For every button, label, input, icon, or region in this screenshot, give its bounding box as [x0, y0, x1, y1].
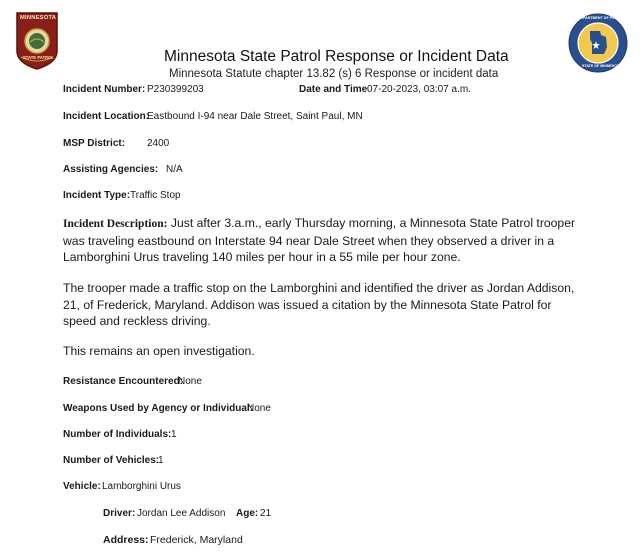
driver-label: Driver: [103, 508, 136, 519]
vehicle-label: Vehicle: [63, 481, 101, 492]
vehicles-label: Number of Vehicles: [63, 455, 160, 466]
assisting-agencies-label: Assisting Agencies: [63, 164, 159, 175]
description-line-2: was traveling eastbound on Interstate 94 near Dale Street when they observed a driver in a [63, 233, 555, 248]
description-line-3: Lamborghini Urus traveling 140 miles per hour in a 55 mile per hour zone. [63, 250, 461, 264]
individuals-value: 1 [171, 429, 177, 440]
state-patrol-shield-logo [15, 11, 59, 71]
incident-location-value: Eastbound I-94 near Dale Street, Saint Paul, MN [147, 111, 363, 122]
description-line-4: The trooper made a traffic stop on the Lamborghini and identified the driver as Jordan Addison, [63, 281, 575, 295]
msp-district-value: 2400 [147, 138, 170, 149]
incident-type-label: Incident Type: [63, 190, 131, 201]
seal-ring-text: DEPARTMENT OF PUBLIC SAFETY [578, 16, 639, 20]
seal-bottom-text: STATE OF MINNESOTA [582, 64, 622, 68]
open-investigation-text: This remains an open investigation. [63, 344, 255, 358]
logo-top-text: MINNESOTA [20, 15, 57, 21]
weapons-label: Weapons Used by Agency or Individual: [63, 403, 254, 414]
age-value: 21 [260, 508, 272, 519]
description-line-6: speed and reckless driving. [63, 314, 211, 328]
public-safety-seal-logo [568, 13, 639, 73]
vehicle-value: Lamborghini Urus [102, 481, 181, 492]
incident-description-label: Incident Description: [63, 218, 168, 230]
description-line-1: Just after 3.a.m., early Thursday morning, a Minnesota State Patrol trooper [170, 216, 576, 230]
weapons-value: None [247, 403, 271, 414]
date-time-label: Date and Time [299, 84, 368, 95]
incident-location-label: Incident Location: [63, 111, 150, 122]
driver-value: Jordan Lee Addison [137, 508, 226, 519]
individuals-label: Number of Individuals: [63, 429, 172, 440]
document-subtitle: Minnesota Statute chapter 13.82 (s) 6 Response or incident data [169, 68, 499, 80]
resistance-value: None [178, 376, 202, 387]
logo-bottom-text: STATE PATROL [23, 55, 54, 60]
description-paragraph-3 [63, 343, 255, 360]
document-title: Minnesota State Patrol Response or Incident Data [164, 48, 509, 65]
msp-district-label: MSP District: [63, 138, 126, 149]
description-paragraph-2 [63, 280, 574, 330]
address-label: Address: [103, 534, 149, 546]
date-time-value: 07-20-2023, 03:07 a.m. [367, 84, 471, 95]
assisting-agencies-value: N/A [166, 164, 183, 175]
resistance-label: Resistance Encountered: [63, 376, 184, 387]
description-line-5: 21, of Frederick, Maryland. Addison was issued a citation by the Minnesota State Patrol for [63, 297, 552, 312]
incident-number-value: P230399203 [147, 84, 204, 95]
vehicles-value: 1 [158, 455, 164, 466]
description-paragraph-1 [63, 215, 575, 266]
incident-type-value: Traffic Stop [130, 190, 181, 201]
address-value: Frederick, Maryland [150, 534, 243, 546]
age-label: Age: [236, 508, 259, 519]
incident-number-label: Incident Number: [63, 84, 146, 95]
